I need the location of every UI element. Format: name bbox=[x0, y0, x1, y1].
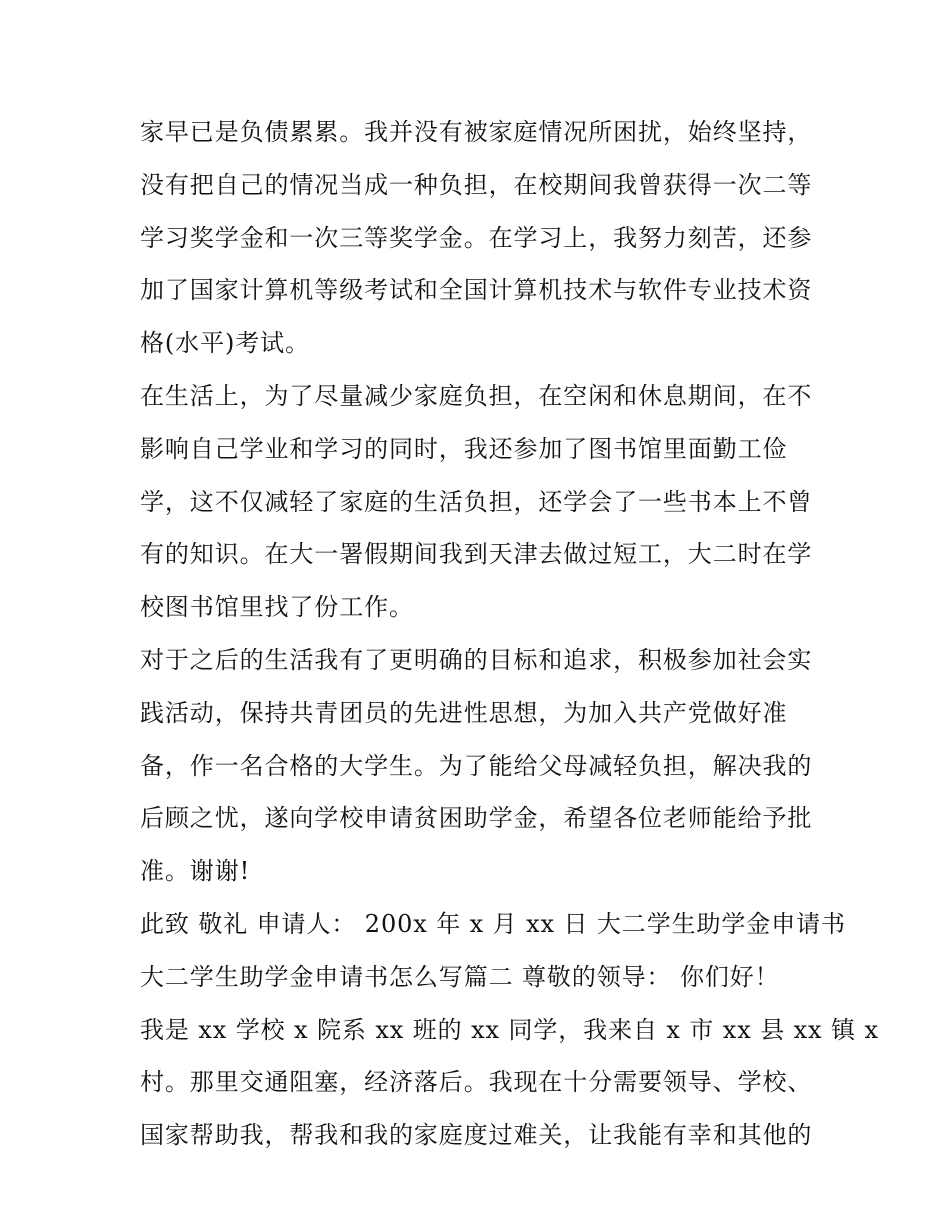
text-line: 备，作一名合格的大学生。为了能给父母减轻负担，解决我的 bbox=[140, 751, 813, 780]
document-body bbox=[140, 106, 879, 1162]
text-line: 村。那里交通阻塞，经济落后。我现在十分需要领导、学校、 bbox=[140, 1068, 813, 1097]
text-line: 校图书馆里找了份工作。 bbox=[140, 593, 414, 622]
text-line: 准。谢谢! bbox=[140, 857, 251, 886]
text-line: 国家帮助我，帮我和我的家庭度过难关，让我能有幸和其他的 bbox=[140, 1121, 813, 1150]
text-line: 家早已是负债累累。我并没有被家庭情况所困扰，始终坚持， bbox=[140, 118, 813, 146]
text-line: 学，这不仅减轻了家庭的生活负担，还学会了一些书本上不曾 bbox=[140, 487, 813, 516]
text-line: 没有把自己的情况当成一种负担，在校期间我曾获得一次二等 bbox=[140, 170, 813, 199]
text-line: 影响自己学业和学习的同时，我还参加了图书馆里面勤工俭 bbox=[140, 434, 788, 463]
text-line: 对于之后的生活我有了更明确的目标和追求，积极参加社会实 bbox=[140, 645, 813, 674]
text-line: 有的知识。在大一署假期间我到天津去做过短工，大二时在学 bbox=[140, 540, 813, 569]
text-line: 此致 敬礼 申请人： 200x 年 x 月 xx 日 大二学生助学金申请书 bbox=[140, 909, 846, 938]
text-line: 践活动，保持共青团员的先进性思想，为加入共产党做好准 bbox=[140, 698, 788, 727]
text-line: 大二学生助学金申请书怎么写篇二 尊敬的领导： 你们好！ bbox=[140, 962, 780, 991]
text-line: 在生活上，为了尽量减少家庭负担，在空闲和休息期间，在不 bbox=[140, 381, 813, 410]
text-line: 后顾之忧，遂向学校申请贫困助学金，希望各位老师能给予批 bbox=[140, 804, 813, 833]
text-line: 我是 xx 学校 x 院系 xx 班的 xx 同学，我来自 x 市 xx 县 xx 镇 x bbox=[140, 1015, 879, 1044]
text-line: 格(水平)考试。 bbox=[140, 329, 310, 358]
text-line: 加了国家计算机等级考试和全国计算机技术与软件专业技术资 bbox=[140, 276, 813, 305]
text-line: 学习奖学金和一次三等奖学金。在学习上，我努力刻苦，还参 bbox=[140, 223, 813, 252]
